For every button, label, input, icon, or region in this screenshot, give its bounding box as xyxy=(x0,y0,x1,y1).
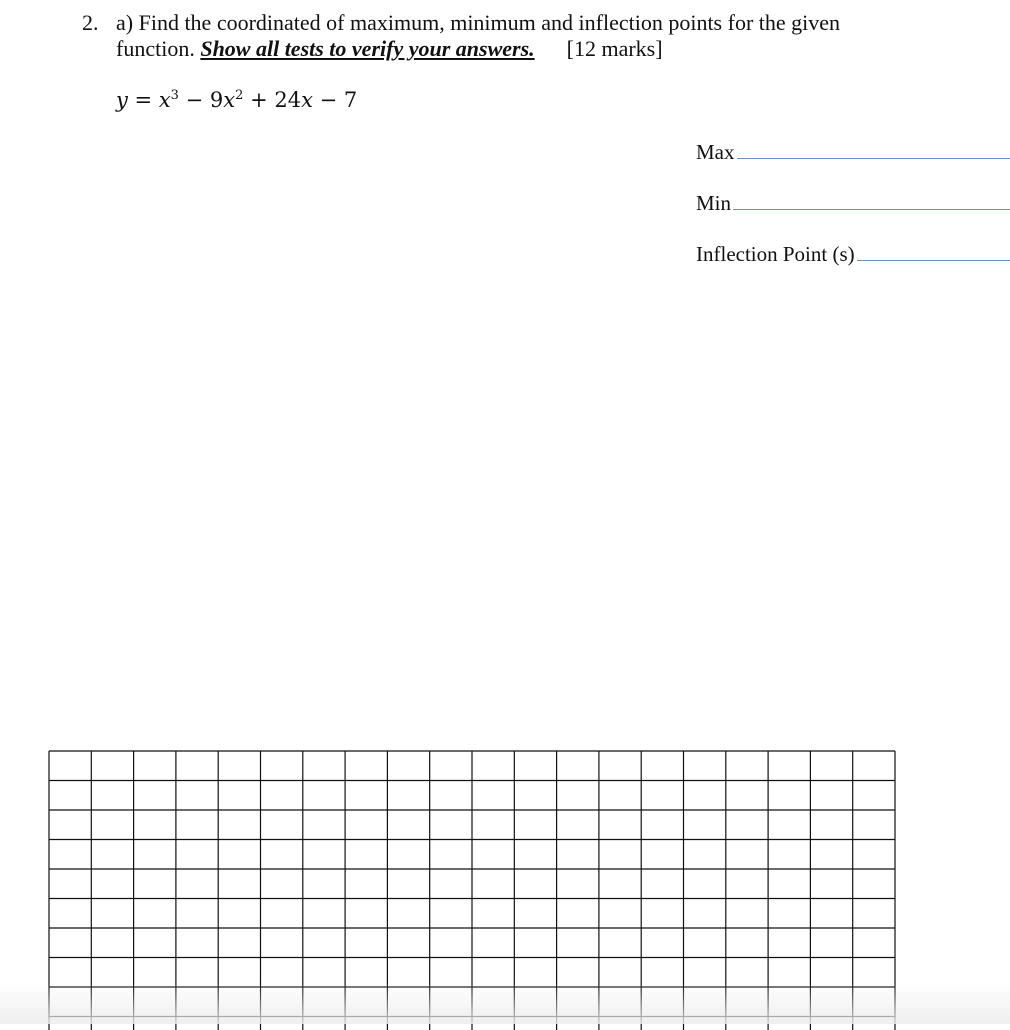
eq-x1: x xyxy=(159,88,171,112)
question-number: 2. xyxy=(82,10,99,36)
instruction-text: Show all tests to verify your answers. xyxy=(200,36,534,61)
max-answer-blank[interactable] xyxy=(737,157,1010,159)
inflection-label: Inflection Point (s) xyxy=(696,242,855,267)
eq-lhs: y xyxy=(116,88,128,112)
question-text-line-1: a) Find the coordinated of maximum, minimum and inflection points for the given xyxy=(116,10,840,36)
eq-x2: x xyxy=(223,88,235,112)
max-answer-row xyxy=(696,140,1010,165)
graph-grid[interactable] xyxy=(48,750,898,1030)
eq-x3: x xyxy=(301,88,313,112)
equation xyxy=(116,88,357,112)
eq-minus: − 9 xyxy=(179,88,223,112)
eq-equals: = xyxy=(128,88,159,112)
inflection-answer-row xyxy=(696,242,1010,267)
min-answer-blank[interactable] xyxy=(733,208,1010,210)
question-text-line-2 xyxy=(116,36,663,62)
min-label: Min xyxy=(696,191,731,216)
eq-exp2: 2 xyxy=(235,88,243,103)
eq-exp1: 3 xyxy=(171,88,179,103)
question-line-2-prefix: function. xyxy=(116,36,200,61)
marks-label: [12 marks] xyxy=(567,36,663,61)
inflection-answer-blank[interactable] xyxy=(857,259,1010,261)
eq-tail: − 7 xyxy=(313,88,357,112)
eq-plus: + 24 xyxy=(243,88,301,112)
min-answer-row xyxy=(696,191,1010,216)
max-label: Max xyxy=(696,140,735,165)
